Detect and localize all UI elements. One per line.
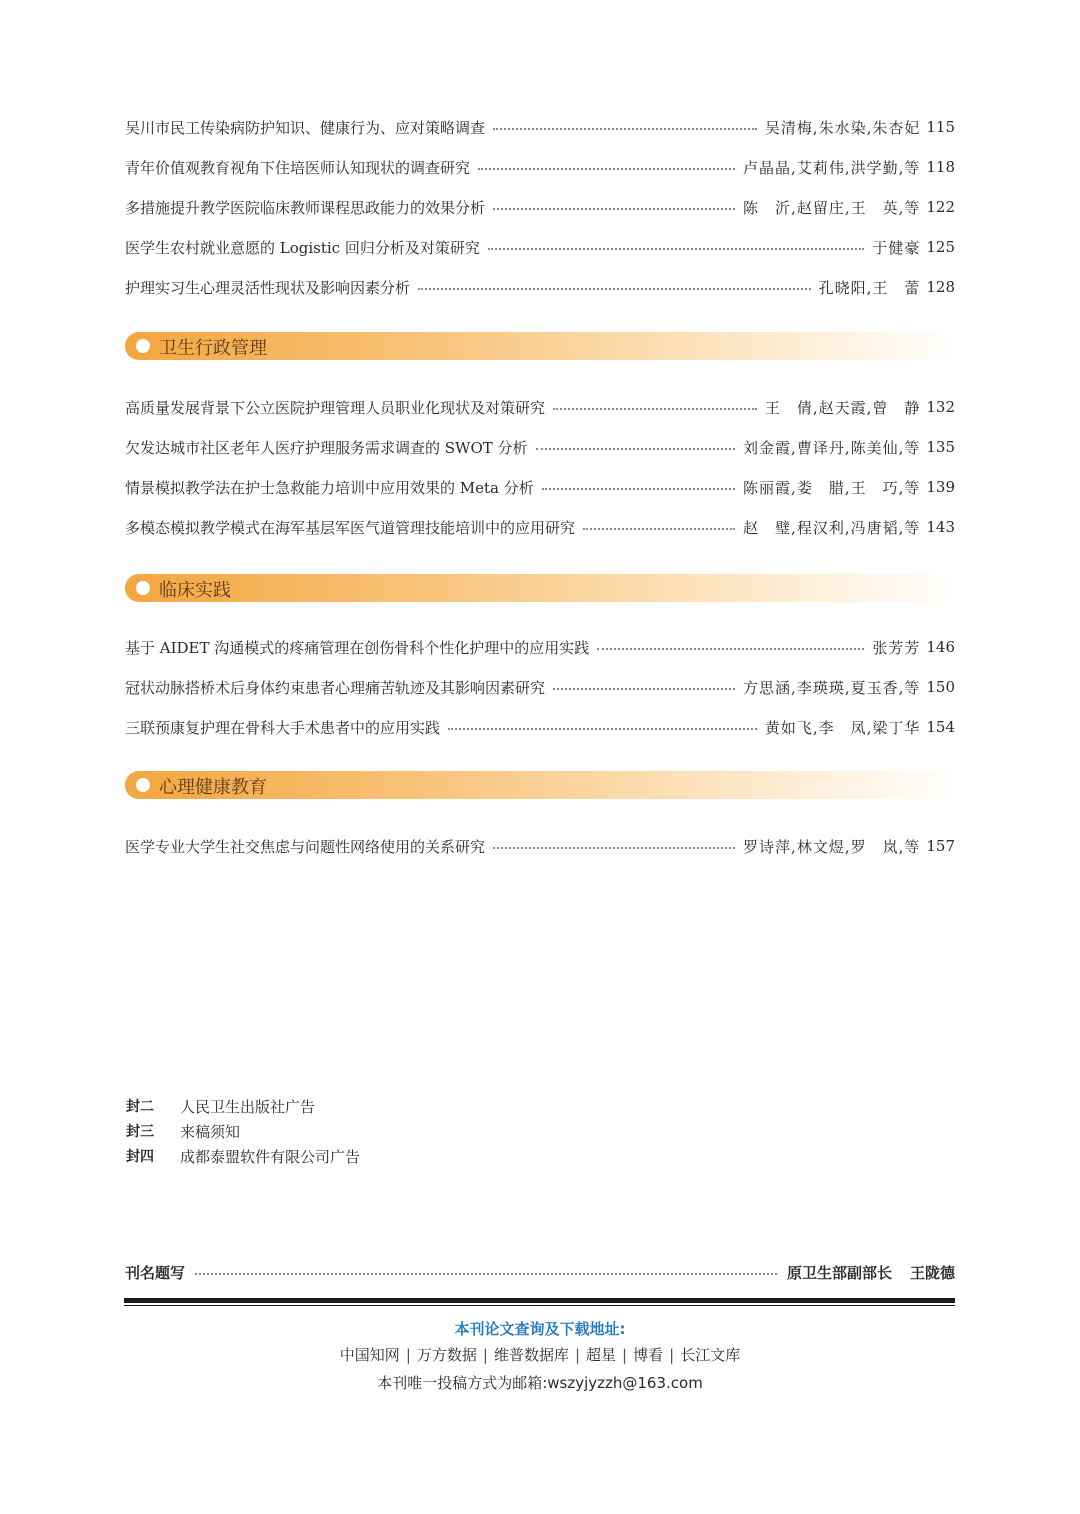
- entry-title: 三联预康复护理在骨科大手术患者中的应用实践: [125, 718, 441, 737]
- section-header-mental-health: [125, 771, 955, 799]
- entry-title: 青年价值观教育视角下住培医师认知现状的调查研究: [125, 158, 471, 177]
- separator: |: [482, 1346, 488, 1364]
- entry-authors: 吴清梅,朱水染,朱杏妃: [764, 118, 921, 137]
- entry-page: 115: [926, 118, 955, 136]
- toc-entry[interactable]: [125, 153, 955, 181]
- entry-authors: 方思涵,李瑛瑛,夏玉香,等: [743, 678, 921, 697]
- section-label: 卫生行政管理: [159, 338, 267, 359]
- entry-page: 118: [926, 158, 955, 176]
- leader-dots: [493, 208, 735, 210]
- leader-dots: [478, 168, 735, 170]
- footer-title: 本刊论文查询及下载地址:: [454, 1320, 626, 1338]
- section-label: 心理健康教育: [159, 777, 267, 798]
- bullet-icon: [136, 778, 150, 792]
- calligraphy-credit: [125, 1260, 955, 1284]
- database-link[interactable]: 超星: [586, 1346, 617, 1364]
- calligraphy-label: 刊名题写: [125, 1263, 186, 1282]
- entry-page: 125: [926, 238, 955, 256]
- entry-page: 139: [926, 478, 955, 496]
- leader-dots: [597, 648, 864, 650]
- leader-dots: [418, 288, 811, 290]
- separator: |: [669, 1346, 675, 1364]
- entry-page: 146: [926, 638, 955, 656]
- entry-authors: 孔晓阳,王 蕾: [818, 278, 921, 297]
- entry-page: 154: [926, 718, 955, 736]
- entry-page: 157: [926, 837, 955, 855]
- entry-authors: 于健豪: [872, 238, 921, 257]
- entry-authors: 刘金霞,曹译丹,陈美仙,等: [743, 438, 921, 457]
- entry-title: 基于 AIDET 沟通模式的疼痛管理在创伤骨科个性化护理中的应用实践: [125, 638, 590, 657]
- entry-title: 吴川市民工传染病防护知识、健康行为、应对策略调查: [125, 118, 486, 137]
- section-header-clinical-practice: [125, 574, 955, 602]
- cover-key: 封四: [126, 1149, 154, 1165]
- toc-entry[interactable]: [125, 273, 955, 301]
- entry-title: 欠发达城市社区老年人医疗护理服务需求调查的 SWOT 分析: [125, 438, 528, 457]
- toc-entry[interactable]: [125, 713, 955, 741]
- entry-authors: 张芳芳: [872, 638, 921, 657]
- leader-dots: [553, 688, 735, 690]
- separator: |: [405, 1346, 411, 1364]
- section-header-health-admin: [125, 332, 955, 360]
- entry-page: 150: [926, 678, 955, 696]
- leader-dots: [542, 488, 735, 490]
- database-link[interactable]: 中国知网: [339, 1346, 400, 1364]
- toc-entry[interactable]: [125, 633, 955, 661]
- cover-note: [126, 1095, 315, 1117]
- database-list: [0, 1344, 1080, 1365]
- bullet-icon: [136, 581, 150, 595]
- footer-rule-thin: [124, 1305, 955, 1306]
- entry-page: 143: [926, 518, 955, 536]
- entry-title: 医学生农村就业意愿的 Logistic 回归分析及对策研究: [125, 238, 480, 257]
- cover-note: [126, 1120, 240, 1142]
- separator: |: [574, 1346, 581, 1364]
- database-link[interactable]: 博看: [633, 1346, 664, 1364]
- entry-title: 多模态模拟教学模式在海军基层军医气道管理技能培训中的应用研究: [125, 518, 576, 537]
- cover-key: 封二: [126, 1099, 154, 1115]
- leader-dots: [553, 408, 757, 410]
- leader-dots: [493, 847, 735, 849]
- cover-value: 来稿须知: [180, 1122, 241, 1141]
- entry-authors: 黄如飞,李 凤,梁丁华: [764, 718, 921, 737]
- entry-authors: 罗诗萍,林文煜,罗 岚,等: [743, 837, 921, 856]
- leader-dots: [195, 1273, 777, 1275]
- toc-entry[interactable]: [125, 832, 955, 860]
- entry-authors: 陈 沂,赵留庄,王 英,等: [743, 198, 921, 217]
- entry-title: 冠状动脉搭桥术后身体约束患者心理痛苦轨迹及其影响因素研究: [125, 678, 546, 697]
- bullet-icon: [136, 339, 150, 353]
- entry-title: 医学专业大学生社交焦虑与问题性网络使用的关系研究: [125, 837, 486, 856]
- toc-entry[interactable]: [125, 233, 955, 261]
- separator: |: [622, 1346, 628, 1364]
- database-link[interactable]: 长江文库: [680, 1346, 741, 1364]
- leader-dots: [493, 128, 757, 130]
- entry-title: 多措施提升教学医院临床教师课程思政能力的效果分析: [125, 198, 486, 217]
- toc-entry[interactable]: [125, 193, 955, 221]
- section-label: 临床实践: [159, 580, 231, 601]
- database-link[interactable]: 万方数据: [416, 1346, 477, 1364]
- calligrapher-name: 王陇德: [909, 1263, 955, 1282]
- entry-page: 128: [926, 278, 955, 296]
- entry-title: 情景模拟教学法在护士急救能力培训中应用效果的 Meta 分析: [125, 478, 534, 497]
- submission-email[interactable]: 本刊唯一投稿方式为邮箱:wszyjyzzh@163.com: [377, 1374, 703, 1392]
- cover-value: 成都泰盟软件有限公司广告: [180, 1147, 361, 1166]
- database-link[interactable]: 维普数据库: [493, 1346, 569, 1364]
- calligrapher-title: 原卫生部副部长: [786, 1263, 892, 1282]
- entry-title: 高质量发展背景下公立医院护理管理人员职业化现状及对策研究: [125, 398, 546, 417]
- toc-entry[interactable]: [125, 393, 955, 421]
- entry-page: 135: [926, 438, 955, 456]
- entry-authors: 陈丽霞,娄 腊,王 巧,等: [743, 478, 921, 497]
- leader-dots: [488, 248, 864, 250]
- entry-authors: 王 倩,赵天霞,曾 静: [764, 398, 921, 417]
- toc-entry[interactable]: [125, 473, 955, 501]
- cover-key: 封三: [126, 1124, 154, 1140]
- entry-authors: 赵 璧,程汉利,冯唐韬,等: [743, 518, 921, 537]
- entry-page: 122: [926, 198, 955, 216]
- leader-dots: [583, 528, 735, 530]
- toc-entry[interactable]: [125, 433, 955, 461]
- leader-dots: [448, 728, 757, 730]
- footer-rule-thick: [124, 1298, 955, 1303]
- toc-entry[interactable]: [125, 673, 955, 701]
- cover-value: 人民卫生出版社广告: [180, 1097, 316, 1116]
- toc-entry[interactable]: [125, 513, 955, 541]
- entry-title: 护理实习生心理灵活性现状及影响因素分析: [125, 278, 411, 297]
- leader-dots: [536, 448, 736, 450]
- entry-page: 132: [926, 398, 955, 416]
- toc-entry[interactable]: [125, 113, 955, 141]
- cover-note: [126, 1145, 360, 1167]
- entry-authors: 卢晶晶,艾莉伟,洪学勤,等: [743, 158, 921, 177]
